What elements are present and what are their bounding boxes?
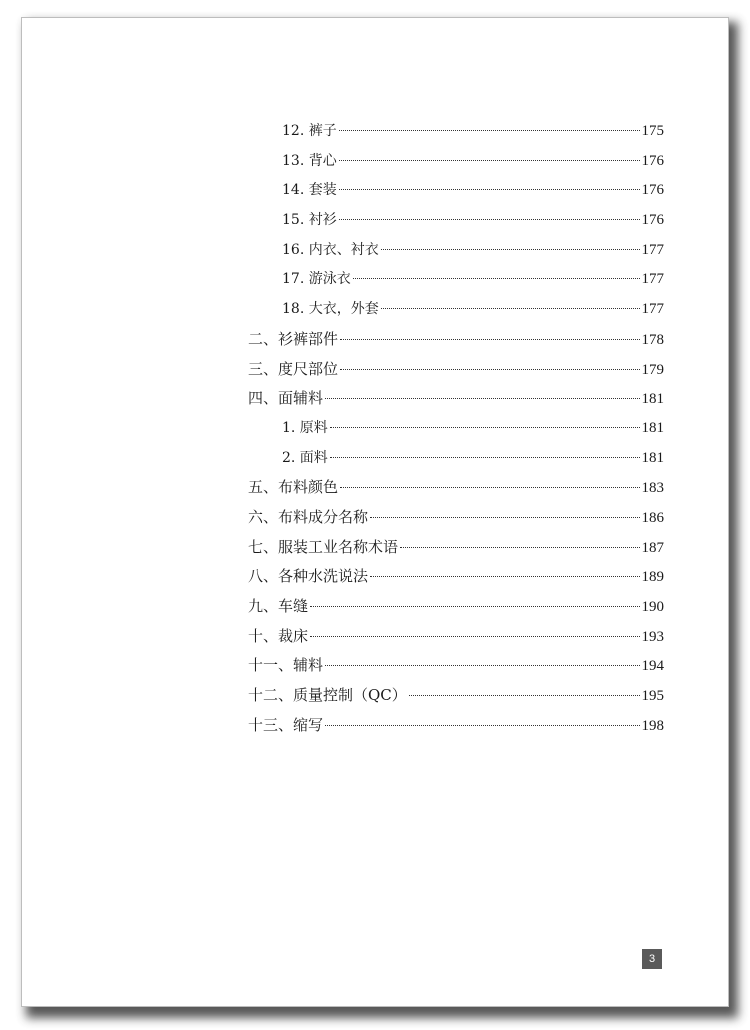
toc-entry-page: 187 bbox=[641, 539, 664, 556]
toc-entry-page: 181 bbox=[641, 419, 664, 436]
toc-entry-title: 十一、辅料 bbox=[248, 656, 324, 675]
toc-entry[interactable] bbox=[248, 533, 664, 563]
toc-entry-title: 七、服装工业名称术语 bbox=[248, 537, 399, 556]
toc-entry-page: 177 bbox=[641, 241, 664, 258]
toc-entry-title: 12. 裤子 bbox=[282, 123, 337, 139]
toc-entry-page: 189 bbox=[641, 569, 664, 586]
toc-entry-title: 13. 背心 bbox=[282, 152, 337, 169]
toc-entry-page: 178 bbox=[641, 331, 664, 348]
toc-entry[interactable] bbox=[248, 236, 664, 266]
toc-entry-page: 176 bbox=[641, 152, 664, 169]
toc-entry[interactable] bbox=[248, 562, 664, 592]
toc-entry-title: 14. 套装 bbox=[282, 182, 337, 199]
toc-dot-leader bbox=[409, 695, 640, 696]
toc-dot-leader bbox=[330, 457, 640, 458]
toc-entry-page: 175 bbox=[641, 123, 664, 139]
toc-entry-title: 四、面辅料 bbox=[248, 389, 324, 408]
toc-dot-leader bbox=[325, 665, 639, 666]
toc-entry-page: 183 bbox=[641, 480, 664, 497]
page-number-badge: 3 bbox=[642, 949, 662, 969]
toc-dot-leader bbox=[370, 576, 639, 577]
toc-entry-title: 18. 大衣，外套 bbox=[282, 301, 379, 318]
toc-entry-page: 193 bbox=[641, 628, 664, 645]
toc-entry[interactable] bbox=[248, 295, 664, 325]
toc-entry-title: 三、度尺部位 bbox=[248, 359, 339, 378]
toc-entry[interactable] bbox=[248, 711, 664, 741]
toc-entry[interactable] bbox=[248, 622, 664, 652]
document-page bbox=[21, 17, 729, 1007]
toc-dot-leader bbox=[339, 189, 640, 190]
toc-entry-title: 十、裁床 bbox=[248, 626, 309, 645]
toc-entry[interactable] bbox=[248, 444, 664, 474]
toc-dot-leader bbox=[340, 369, 639, 370]
toc-entry-title: 1. 原料 bbox=[282, 419, 328, 436]
toc-entry[interactable] bbox=[248, 503, 664, 533]
toc-entry[interactable] bbox=[248, 473, 664, 503]
toc-dot-leader bbox=[340, 487, 639, 488]
toc-dot-leader bbox=[339, 160, 640, 161]
toc-entry-title: 八、各种水洗说法 bbox=[248, 567, 369, 586]
toc-entry-page: 194 bbox=[641, 658, 664, 675]
toc-entry-title: 15. 衬衫 bbox=[282, 212, 337, 229]
toc-dot-leader bbox=[339, 219, 640, 220]
toc-dot-leader bbox=[381, 249, 640, 250]
toc-entry[interactable] bbox=[248, 176, 664, 206]
toc-entry-title: 二、衫裤部件 bbox=[248, 329, 339, 348]
toc-dot-leader bbox=[339, 130, 640, 131]
toc-entry-page: 186 bbox=[641, 509, 664, 526]
toc-entry[interactable] bbox=[248, 265, 664, 295]
toc-entry-title: 16. 内衣、衬衣 bbox=[282, 241, 379, 258]
toc-entry-page: 176 bbox=[641, 212, 664, 229]
toc-entry-title: 2. 面料 bbox=[282, 449, 328, 466]
toc-entry-title: 五、布料颜色 bbox=[248, 478, 339, 497]
toc-entry[interactable] bbox=[248, 147, 664, 177]
toc-dot-leader bbox=[400, 547, 639, 548]
toc-entry-page: 190 bbox=[641, 599, 664, 615]
toc-entry-page: 198 bbox=[641, 717, 664, 734]
toc-entry[interactable] bbox=[248, 384, 664, 414]
toc-entry-title: 17. 游泳衣 bbox=[282, 271, 351, 288]
toc-entry-page: 181 bbox=[641, 449, 664, 466]
toc-dot-leader bbox=[381, 308, 640, 309]
toc-dot-leader bbox=[370, 517, 639, 518]
toc-entry[interactable] bbox=[248, 592, 664, 622]
toc-entry[interactable] bbox=[248, 681, 664, 711]
toc-dot-leader bbox=[340, 339, 639, 340]
toc-dot-leader bbox=[330, 427, 640, 428]
toc-dot-leader bbox=[353, 278, 640, 279]
toc-entry[interactable] bbox=[248, 325, 664, 355]
toc-entry[interactable] bbox=[248, 117, 664, 147]
table-of-contents bbox=[248, 117, 664, 740]
toc-dot-leader bbox=[325, 725, 639, 726]
toc-entry[interactable] bbox=[248, 206, 664, 236]
toc-entry[interactable] bbox=[248, 651, 664, 681]
toc-entry-page: 176 bbox=[641, 182, 664, 199]
toc-entry-page: 181 bbox=[641, 391, 664, 408]
toc-entry-title: 九、车缝 bbox=[248, 597, 309, 615]
toc-entry-title: 六、布料成分名称 bbox=[248, 507, 369, 526]
toc-entry-title: 十三、缩写 bbox=[248, 715, 324, 734]
toc-entry-page: 179 bbox=[641, 361, 664, 378]
toc-entry-page: 195 bbox=[641, 688, 664, 705]
toc-dot-leader bbox=[310, 606, 639, 607]
toc-entry-title: 十二、质量控制（QC） bbox=[248, 686, 407, 705]
toc-dot-leader bbox=[325, 398, 639, 399]
toc-entry[interactable] bbox=[248, 355, 664, 385]
toc-entry[interactable] bbox=[248, 414, 664, 444]
toc-dot-leader bbox=[310, 636, 639, 637]
toc-entry-page: 177 bbox=[641, 271, 664, 288]
toc-entry-page: 177 bbox=[641, 301, 664, 318]
